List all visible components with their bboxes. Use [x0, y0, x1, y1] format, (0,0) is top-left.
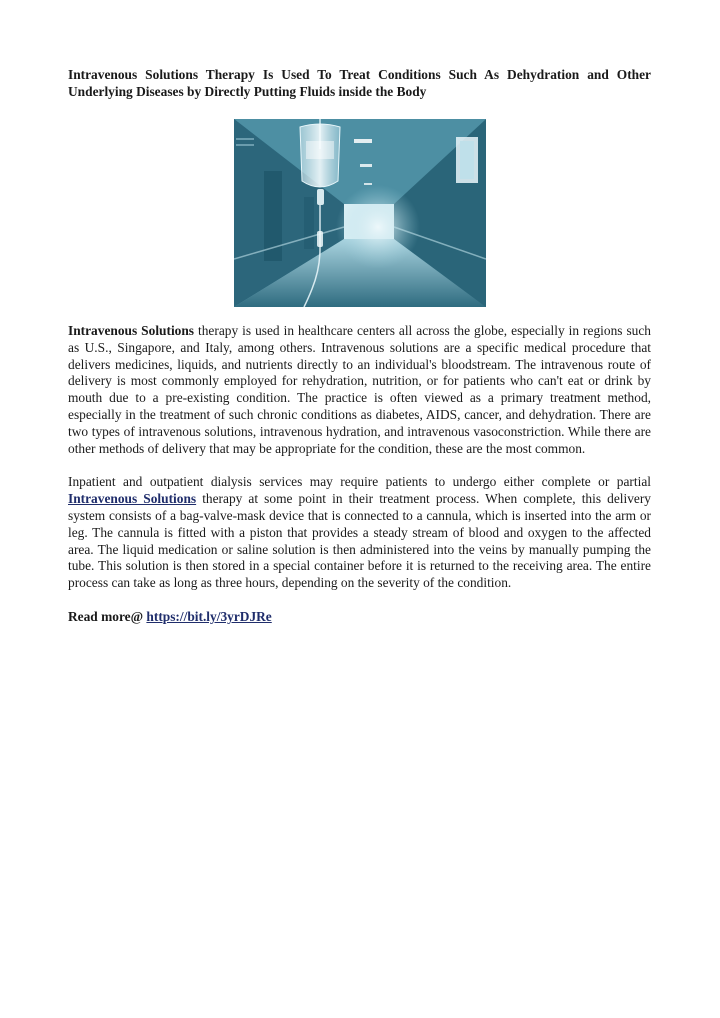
- hospital-iv-drip-photo: [234, 119, 486, 307]
- lead-term: Intravenous Solutions: [68, 323, 195, 338]
- article-title: Intravenous Solutions Therapy Is Used To Treat Conditions Such As Dehydration and Other Underlying Diseases by Directly Putting Fluids inside the Body: [68, 67, 651, 99]
- paragraph-dialysis: [68, 474, 651, 592]
- document-page: [68, 66, 651, 626]
- paragraph-intro-text: therapy is used in healthcare centers all across the globe, especially in regions such as U.S., Singapore, and Italy, among others. Intravenous solutions are a specific medical procedure that delivers medicines, liquids, and nutrients directly to an individual's bloodstream. The intravenous route of delivery is most commonly employed for rehydration, nutrition, or for patients who can't eat or drink by mouth due to a pre-existing condition. The practice is often viewed as a primary treatment method, especially in the treatment of such chronic conditions as diabetes, AIDS, cancer, and dehydration. There are two types of intravenous solutions, intravenous hydration, and intravenous vasoconstriction. While there are other methods of delivery that may be appropriate for the condition, these are the most common.: [68, 323, 651, 456]
- paragraph-dialysis-text-after: therapy at some point in their treatment process. When complete, this delivery system consists of a bag-valve-mask device that is connected to a cannula, which is inserted into the arm or leg. The cannula is fitted with a piston that provides a steady stream of blood and oxygen to the affected area. The liquid medication or saline solution is then administered into the veins by manually pumping the tube. This solution is then stored in a special container before it is returned to the receiving area. The entire process can take as long as three hours, depending on the severity of the condition.: [68, 491, 651, 591]
- read-more-label: Read more@: [68, 608, 147, 624]
- read-more-line: [68, 609, 651, 626]
- paragraph-intro: [68, 323, 651, 457]
- read-more-link[interactable]: https://bit.ly/3yrDJRe: [146, 608, 272, 624]
- intravenous-solutions-link[interactable]: Intravenous Solutions: [68, 491, 197, 507]
- paragraph-dialysis-text-before: Inpatient and outpatient dialysis services may require patients to undergo either complete or partial: [68, 474, 651, 490]
